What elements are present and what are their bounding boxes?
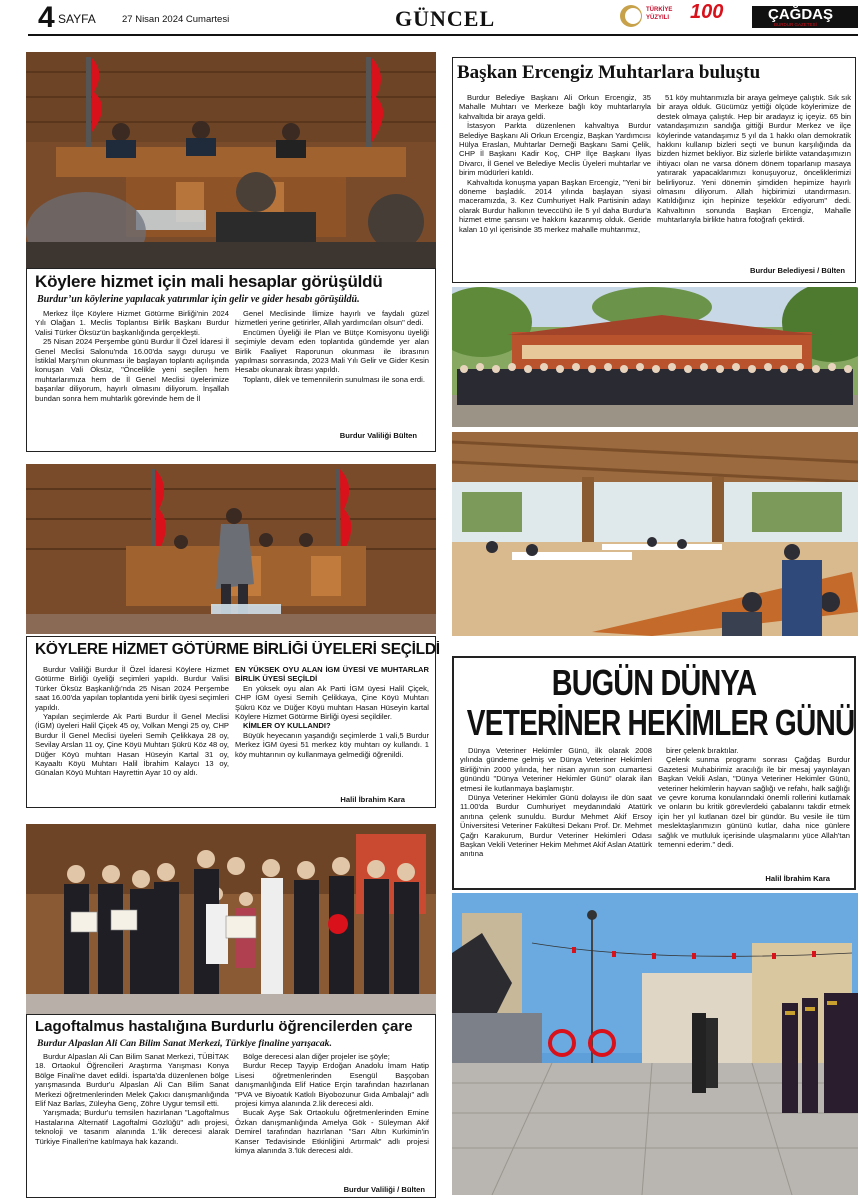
article1-column-2: Genel Meclisinde İlimize hayırlı ve faydalı güzel hizmetleri yerine getirirler, Allah yardımcıları olsun" dedi. Encümen Üyeliği ile Plan ve Bütçe Komisyonu üyeliği seçimiyle devam eden toplantıda gündemde yer alan Birlik Faaliyet Raporunun okunması ile ibrasının yapılması sonrasında, 2023 Mali Yılı Gelir ve Gider Kesin Hesabı okunarak ibrası yapıldı. Toplantı, dilek ve temennilerin sunulması ile sona erdi. [235,309,429,384]
article4-column-2: birer çelenk bıraktılar. Çelenk sunma programı sonrası Çağdaş Burdur Gazetesi Muhabirimiz aracılığı ile bir mesaj yayınlayan Başkan Vekili Aslan, "Dünya Veteriner Hekimler Günü, veteriner hekimlerin hayvan sağlığı ve refahı, halk sağlığı ve çevre koruma konularındaki önemli rollerini kutlamak ve onların bu kritik görevlerdeki çabalarını takdir etmek için her yıl kutlanan özel bir gündür. Bu vesile ile tüm meslektaşlarımızın gününü kutlar, daha nice günlere sağlık ve mutluluk içerisinde ulaşmalarını yüce Allah'tan temenni ederim." dedi. [658,746,850,850]
article2-title: Başkan Ercengiz Muhtarlara buluştu [457,62,761,83]
article1-signature: Burdur Valiliği Bülten [339,431,417,440]
article-village-finance [26,268,436,452]
cagdas-logo: ÇAĞDAŞ BURDUR GAZETESİ [752,6,858,28]
article5-column-1: Burdur Alpaslan Ali Can Bilim Sanat Merkezi, TÜBİTAK 18. Ortaokul Öğrencileri Araştırma Yarışması Konya Bölge Finali'ne davet edildi. İsparta'da düzenlenen bölge yarışmasında Burdur'u Alpaslan Ali Can Bilim Sanat Merkezi öğretmenlerinden Melek Çakıcı danışmanlığında Elif Naz Barlas, Züleyha Genç, Zöhre Uygur temsil etti. Yarışmada; Burdur'u temsilen hazırlanan "Lagoftalmus Hastalarına Alternatif Lagoftalmi Gözlüğü" adlı projesi, teknoloji ve tasarım alanında 1.'lik derecesi alarak Türkiye Finalleri'ne katılmaya hak kazandı. [35,1052,229,1146]
article-lagophthalmos-students [26,1014,436,1198]
article2-column-1: Burdur Belediye Başkanı Ali Orkun Ercengiz, 35 Mahalle Muhtarı ve Merkeze bağlı köy muhtarlarıyla kahvaltıda bir araya geldi. İstasyon Parkta düzenlenen kahvaltıya Burdur Belediye Başkanı Ali Orkun Ercengiz, Başkan Yardımcısı Hülya Eraslan, Muhtarlar Derneği Başkanı Sami Çelik, CHP İl Başkanı Kadir Koç, CHP İlçe Başkanı İlyas Divarcı, İl Genel ve Belediye Meclis Üyeleri muhtarlar ve birim müdürleri katıldı. Kahvaltıda konuşma yapan Başkan Ercengiz, "Yeni bir döneme başladık. 2014 yılında başlayan siyasi maceramızda, 3. Kez Cumhuriyet Halk Partisinin adayı olarak Burdur halkının teveccühü ile 5 yıl daha Burdur'a hizmet etme şansını ve hakkını kazanmış olduk. Geride kalan 10 yıl içerisinde 35 merkez mahalle muhtarımız, [459,93,651,234]
page-word: SAYFA [58,12,96,26]
article1-subtitle: Burdur’un köylerine yapılacak yatırımlar için gelir ve gider hesabı görüşüldü. [37,294,360,305]
photo-ataturk-monument [452,893,858,1195]
article1-title: Köylere hizmet için mali hesaplar görüşüldü [35,272,383,291]
photo-headmen-group [452,287,858,427]
100-yil-logo: 100 [690,1,724,23]
article4-signature: Halil İbrahim Kara [765,874,830,883]
header-rule [28,34,858,36]
article4-title-line-2: VETERİNER HEKİMLER GÜNÜ [466,702,855,743]
article2-column-2: 51 köy muhtarımızla bir araya gelmeye çalıştık. Sık sık bir araya olduk. Gücümüz yettiği ölçüde köylerimize de destek olmaya çalıştık. Hep bir aradayız iç içeyiz. 65 bin vatandaşımızın sandığa gittiği Burdur Merkez ve ilçe köylerinde vatandaşımız 5 yıl da 1 hakkı olan demokratik hakkını kullanıp bizleri seçti ve bunun karşılığında da bizden hizmet bekliyor. Biz sizlerle birlikte vatandaşımızın ihtiyacı olan ne varsa dönem dönem toparlanıp masaya yatırarak yapacaklarımızı konuşuyoruz, önceliklerimizi belirliyoruz. Yeni dönemin şimdiden hepimize hayırlı olmasını diliyorum. Allah hiçbirimizi utandırmasın. Katıldığınız için hepinize teşekkür ediyorum" dedi. Kahvaltının sonunda Başkan Ercengiz, Mahalle muhtarlarıyla birlikte hatıra fotoğrafı çektirdi. [657,93,851,225]
article5-signature: Burdur Valiliği / Bülten [343,1185,425,1194]
section-title: GÜNCEL [395,6,496,31]
header-date: 27 Nisan 2024 Cumartesi [122,14,230,25]
page-number: 4 [38,1,55,34]
article5-title: Lagoftalmus hastalığına Burdurlu öğrencilerden çare [35,1018,413,1035]
page-header [0,0,860,40]
article-veterinarians-day [452,656,856,890]
photo-meeting [26,52,436,268]
article3-heading-2: KİMLER OY KULLANDI? [243,721,331,731]
article3-column-1: Burdur Valiliği Burdur İl Özel İdaresi Köylere Hizmet Götürme Birliği üyeliği seçimleri yapıldı. Burdur Valisi Türker Öksüz Başkanlığı'nda 25 Nisan 2024 Perşembe saat 16.00'da yapılan toplantıda yeni birlik üyesi seçimleri yapıldı. Yapılan seçimlerde Ak Parti Burdur İl Genel Meclisi (İGM) üyeleri Halil Çiçek 45 oy, Volkan Mengi 25 oy, CHP Burdur İl Genel Meclisi üyeleri Semih Çelikkaya 28 oy, Sevilay Arslan 11 oy, Çine Köyü Muhtarı Şükrü Köz 48 oy, Düğer Köyü muhtarı Hasan Hüseyin Kartal 31 oy, Kayaaltı Köyü Muhtarı Halil İbrahim Kalaycı 13 oy, Günalan Köyü Muhtarı Hayrettin Ayar 10 oy aldı. [35,665,229,778]
article3-title: KÖYLERE HİZMET GÖTÜRME BİRLİĞİ ÜYELERİ SEÇİLDİ [35,641,440,658]
article4-column-1: Dünya Veteriner Hekimler Günü, ilk olarak 2008 yılında gündeme gelmiş ve Dünya Veteriner Hekimleri Birliği'nin 2000 yılında, her nisan ayının son cumartesi günündü "Dünya Veteriner Hekimler Günü" olarak ilan etmesi ile kutlanmaya başlamıştır. Dünya Veteriner Hekimler Günü dolayısı ile dün saat 11.00'da Burdur Cumhuriyet meydanındaki Atatürk anıtına çelenk sunuldu. Burdur Mehmet Akif Ersoy Üniversitesi Veteriner Fakültesi Dekanı Prof. Dr. Mehmet Çağrı Karakurum, Burdur Veteriner Hekimleri Odası Başkan Vekili Veteriner Hekim Mehmet Akif Aslan Atatürk anıtına [460,746,652,859]
article5-column-2: Bölge derecesi alan diğer projeler ise şöyle; Burdur Recep Tayyip Erdoğan Anadolu İmam Hatip Lisesi öğretmenlerinden Esengül Başçoban danışmanlığında Elif Hatice Erçin tarafından hazırlanan "PVA ve Biyoatık Katkılı Biyobozunur Gıda Ambalajı" adlı projesi kimya alanında 2.lik derecesi aldı. Bucak Ayşe Sak Ortaokulu öğretmenlerinden Emine Özkan danışmanlığında Amelya Gök - Süleyman Akif Demirel tarafından hazırlanan "Sarı Altın Kurkimin'in Kanser Tedavisinde Etkinliğini Artırmak" adlı projesi kimya alanında 3.'lük derecesi aldı. [235,1052,429,1156]
article3-column-2: EN YÜKSEK OYU ALAN İGM ÜYESİ VE MUHTARLAR BİRLİK ÜYESİ SEÇİLDİ En yüksek oyu alan Ak Parti İGM üyesi Halil Çiçek, CHP İGM üyesi Semih Çelikkaya, Çine Köyü Muhtarı Şükrü Köz ve Düğer Köyü muhtarı Hasan Hüseyin kartal Köylere Hizmet Götürme Birliği üyesi seçildiler. KİMLER OY KULLANDI? Büyük heyecanın yaşandığı seçimlerde 1 vali,5 Burdur Merkez İGM üyesi 51 merkez köy muhtarı oy kullandı. 1 köy muhtarının oy kullanmaya gelmediği öğrenildi. [235,665,429,759]
article2-signature: Burdur Belediyesi / Bülten [750,266,845,275]
article-mayor-headmen [452,57,856,283]
article3-signature: Halil İbrahim Kara [340,795,405,804]
article3-heading-1: EN YÜKSEK OYU ALAN İGM ÜYESİ VE MUHTARLAR BİRLİK ÜYESİ SEÇİLDİ [235,665,429,684]
article5-subtitle: Burdur Alpaslan Ali Can Bilim Sanat Merkezi, Türkiye finaline yarışacak. [37,1038,332,1049]
article-union-members-elected [26,636,440,808]
article1-column-1: Merkez İlçe Köylere Hizmet Götürme Birliği'nin 2024 Yılı Olağan 1. Meclis Toplantısı Birlik Başkanı Burdur Valisi Türker Öksüz'ün başkanlığında gerçekleşti. 25 Nisan 2024 Perşembe günü Burdur İl Özel İdaresi İl Genel Meclisi Salonu'nda 16.00'da saygı duruşu ve İstiklal Marşı'nın okunması ile başlayan toplantı açılışında konuşan Vali Öksüz, "Öncelikle yeni seçilen hem muhtarlarımıza hem de İl Genel Meclisi üyelerimize başarılar diliyorum, hayırlı olmasını diliyorum. İnşallah bundan sonra hem muhtarlık görevinde hem de İl [35,309,229,403]
photo-voting [26,464,436,634]
turkiye-yuzyili-logo: TÜRKİYE YÜZYILI [620,3,680,31]
photo-students [26,824,436,1014]
photo-breakfast-hall [452,432,858,636]
article4-title-line-1: BUGÜN DÜNYA [551,662,757,703]
